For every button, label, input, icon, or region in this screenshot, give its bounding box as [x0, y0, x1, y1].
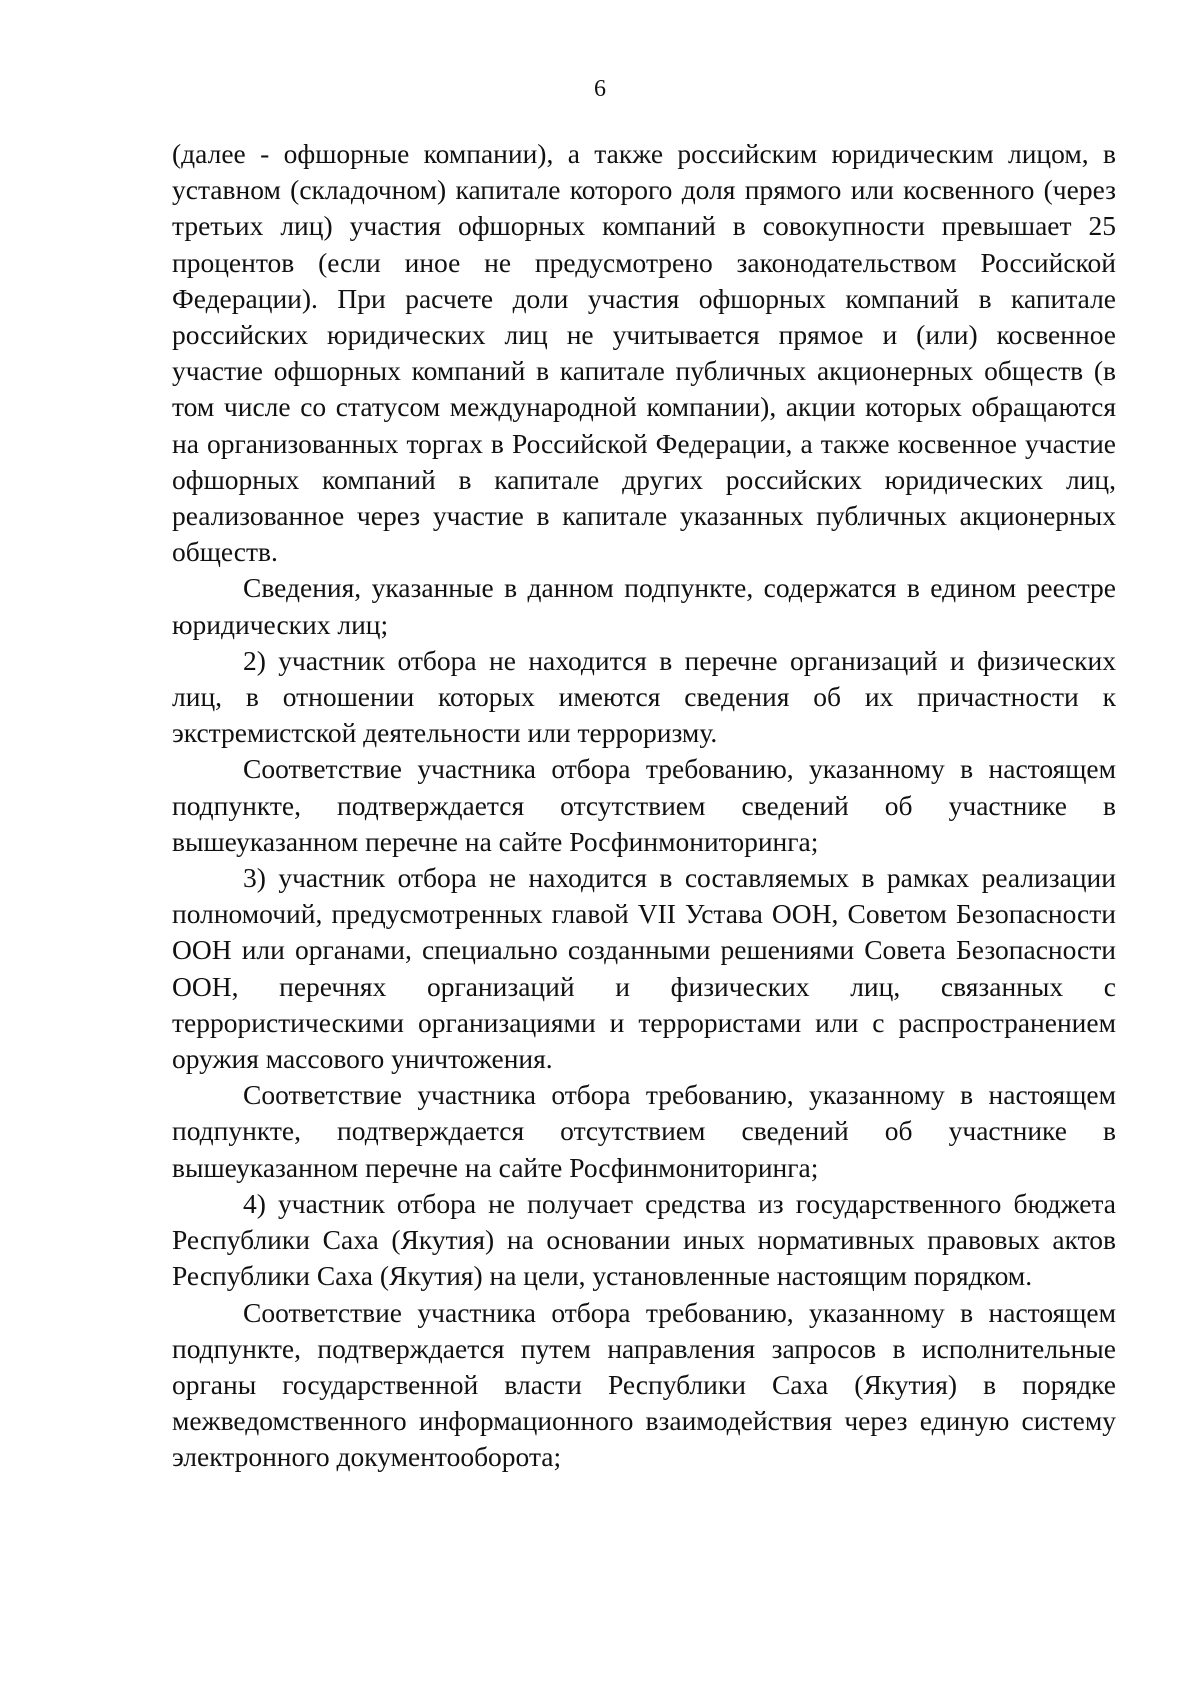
page-number: 6: [594, 76, 606, 102]
paragraph-item-4-compliance: Соответствие участника отбора требованию, указанному в настоящем подпункте, подтверждается путем направления запросов в исполнительные органы государственной власти Республики Саха (Якутия) в порядке межведомственного информационного взаимодействия через единую систему электронного документооборота;: [172, 1296, 1116, 1473]
paragraph-item-2: 2) участник отбора не находится в перечне организаций и физических лиц, в отношении которых имеются сведения об их причастности к экстремистской деятельности или терроризму.: [172, 644, 1116, 749]
paragraph-registry-info: Сведения, указанные в данном подпункте, содержатся в едином реестре юридических лиц;: [172, 572, 1116, 640]
paragraph-item-3-compliance: Соответствие участника отбора требованию, указанному в настоящем подпункте, подтверждается отсутствием сведений об участнике в вышеуказанном перечне на сайте Росфинмониторинга;: [172, 1079, 1116, 1183]
paragraph-offshore-definition: (далее - офшорные компании), а также российским юридическим лицом, в уставном (складочном) капитале которого доля прямого или косвенного (через третьих лиц) участия офшорных компаний в совокупности превышает 25 процентов (если иное не предусмотрено законодательством Российской Федерации). При расчете доли участия офшорных компаний в капитале российских юридических лиц не учитывается прямое и (или) косвенное участие офшорных компаний в капитале публичных акционерных обществ (в том числе со статусом международной компании), акции которых обращаются на организованных торгах в Российской Федерации, а также косвенное участие офшорных компаний в капитале других российских юридических лиц, реализованное через участие в капитале указанных публичных акционерных обществ.: [172, 138, 1116, 568]
paragraph-item-3: 3) участник отбора не находится в составляемых в рамках реализации полномочий, предусмотренных главой VII Устава ООН, Советом Безопасности ООН или органами, специально созданными решениями Совета Безопасности ООН, перечнях организаций и физических лиц, связанных с террористическими организациями и террористами или с распространением оружия массового уничтожения.: [172, 862, 1116, 1075]
paragraph-item-4: 4) участник отбора не получает средства из государственного бюджета Республики Саха (Якутия) на основании иных нормативных правовых актов Республики Саха (Якутия) на цели, установленные настоящим порядком.: [172, 1187, 1116, 1292]
document-body: [172, 136, 1116, 1476]
paragraph-item-2-compliance: Соответствие участника отбора требованию, указанному в настоящем подпункте, подтверждается отсутствием сведений об участнике в вышеуказанном перечне на сайте Росфинмониторинга;: [172, 753, 1116, 857]
